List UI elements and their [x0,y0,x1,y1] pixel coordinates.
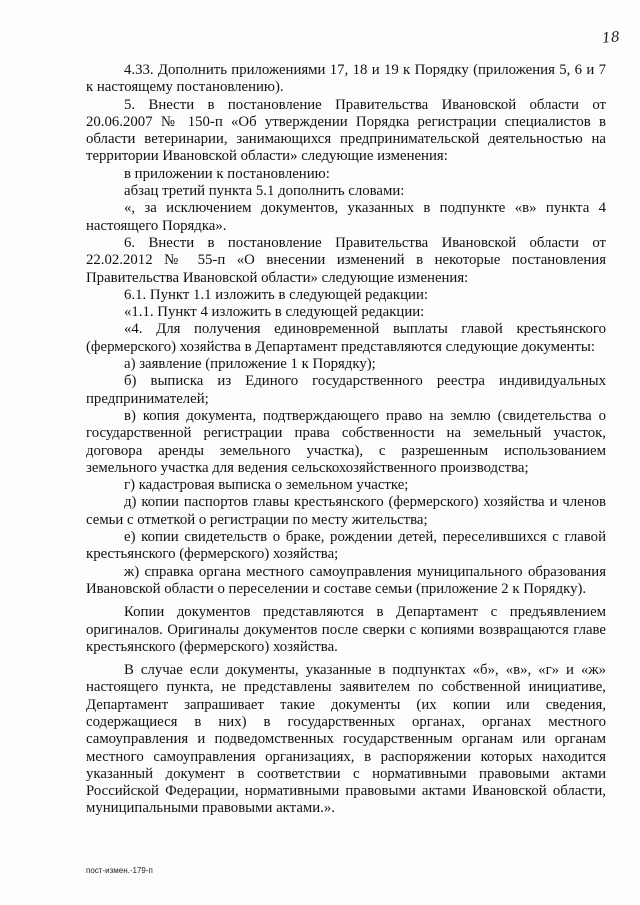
paragraph-6-1: 6.1. Пункт 1.1 изложить в следующей редакции: [124,286,428,303]
list-item-b: б) выписка из Единого государственного реестра индивидуальных предпринимателей; [86,373,606,407]
paragraph-5: 5. Внести в постановление Правительства Ивановской области от 20.06.2007 № 150-п «Об утверждении Порядка регистрации специалистов в области ветеринарии, занимающихся предпринимательской деятельностью на территории Ивановской области» следующие изменения: [86,96,606,165]
document-body [86,62,606,818]
list-item-a: а) заявление (приложение 1 к Порядку); [124,356,376,373]
footer-code: пост-измен.-179-п [86,866,153,875]
paragraph-request: В случае если документы, указанные в подпунктах «б», «в», «г» и «ж» настоящего пункта, не представлены заявителем по собственной инициативе, Департамент запрашивает такие документы (их копии или сведения, содержащиеся в них) в государственных органах, органах местного самоуправления и подведомственных государственным органам или органам местного самоуправления организациях, в распоряжении которых находится указанный документ в соответствии с нормативными правовыми актами Российской Федерации, нормативными правовыми актами Ивановской области, муниципальными правовыми актами.». [86,662,606,817]
list-item-e: е) копии свидетельств о браке, рождении детей, переселившихся с главой крестьянского (фермерского) хозяйства; [86,529,606,563]
list-item-v: в) копия документа, подтверждающего право на землю (свидетельства о государственной регистрации права собственности на земельный участок, договора аренды земельного участка), с разрешенным использованием земельного участка для ведения сельскохозяйственного производства; [86,407,606,476]
paragraph-1-1: «1.1. Пункт 4 изложить в следующей редакции: [124,304,425,321]
list-item-d: д) копии паспортов главы крестьянского (фермерского) хозяйства и членов семьи с отметкой о регистрации по месту жительства; [86,494,606,528]
paragraph-5-abzac: абзац третий пункта 5.1 дополнить словами: [124,183,405,200]
paragraph-4-33: 4.33. Дополнить приложениями 17, 18 и 19 к Порядку (приложения 5, 6 и 7 к настоящему постановлению). [86,62,606,96]
paragraph-4-intro: «4. Для получения единовременной выплаты главой крестьянского (фермерского) хозяйства в Департамент представляются следующие документы: [86,321,606,355]
paragraph-6: 6. Внести в постановление Правительства Ивановской области от 22.02.2012 № 55-п «О внесении изменений в некоторые постановления Правительства Ивановской области» следующие изменения: [86,234,606,286]
paragraph-5-appendix: в приложении к постановлению: [124,165,330,182]
paragraph-5-quote: «, за исключением документов, указанных в подпункте «в» пункта 4 настоящего Порядка». [86,200,606,234]
page-number: 18 [601,29,621,47]
list-item-zh: ж) справка органа местного самоуправления муниципального образования Ивановской области о переселении и составе семьи (приложение 2 к Порядку). [86,563,606,597]
paragraph-copies: Копии документов представляются в Департамент с предъявлением оригиналов. Оригиналы документов после сверки с копиями возвращаются главе крестьянского (фермерского) хозяйства. [86,604,606,655]
list-item-g: г) кадастровая выписка о земельном участке; [124,477,409,494]
